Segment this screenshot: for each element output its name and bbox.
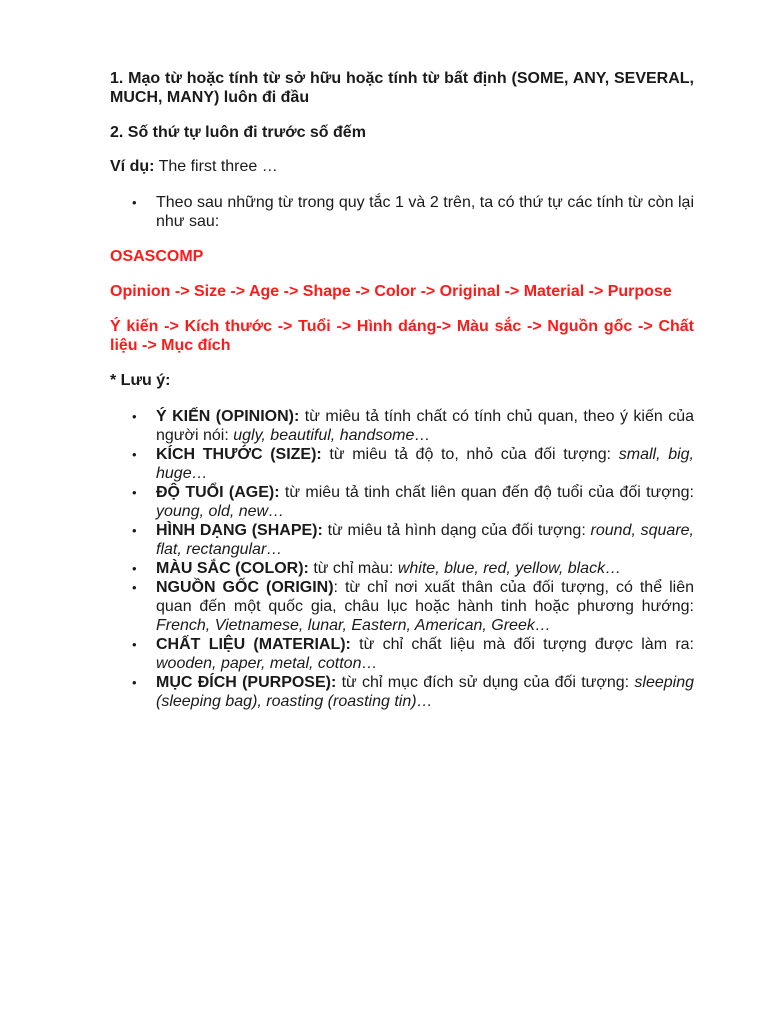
intro-bullet-list	[110, 193, 694, 231]
mnemonic-heading: OSASCOMP	[110, 248, 204, 265]
rule-1-heading: 1. Mạo từ hoặc tính từ sở hữu hoặc tính từ bất định (SOME, ANY, SEVERAL, MUCH, MANY) luôn đi đầu	[110, 70, 694, 106]
item-term: MỤC ĐÍCH (PURPOSE):	[156, 674, 337, 691]
list-item-material	[110, 635, 694, 673]
item-examples: young, old, new…	[156, 503, 285, 520]
list-item-opinion	[110, 407, 694, 445]
item-desc: từ chỉ chất liệu mà đối tượng được làm ra:	[350, 636, 694, 653]
example-label: Ví dụ:	[110, 158, 155, 175]
note-label: * Lưu ý:	[110, 372, 171, 389]
item-desc: từ miêu tả tính chất có tính chủ quan, theo ý kiến của người nói:	[156, 408, 694, 444]
item-desc: từ chỉ mục đích sử dụng của đối tượng:	[336, 674, 635, 691]
item-desc: từ miêu tả hình dạng của đối tượng:	[322, 522, 591, 539]
item-examples: wooden, paper, metal, cotton…	[156, 655, 378, 672]
item-term: MÀU SẮC (COLOR):	[156, 560, 309, 577]
item-examples: round, square, flat, rectangular…	[156, 522, 694, 558]
item-desc: từ chỉ màu:	[308, 560, 398, 577]
item-desc: từ miêu tả độ to, nhỏ của đối tượng:	[321, 446, 619, 463]
item-term: KÍCH THƯỚC (SIZE):	[156, 446, 322, 463]
example-line	[110, 157, 694, 176]
list-item-color	[110, 559, 694, 578]
list-item-origin	[110, 578, 694, 635]
rule-2-heading: 2. Số thứ tự luôn đi trước số đếm	[110, 124, 366, 141]
item-desc: : từ chỉ nơi xuất thân của đối tượng, có thể liên quan đến một quốc gia, châu lục hoặc hành tinh hoặc phương hướng:	[156, 579, 694, 615]
item-term: Ý KIẾN (OPINION):	[156, 408, 300, 425]
item-term: HÌNH DẠNG (SHAPE):	[156, 522, 323, 539]
item-term: CHẤT LIỆU (MATERIAL):	[156, 636, 351, 653]
example-text: The first three …	[154, 158, 278, 175]
item-examples: white, blue, red, yellow, black…	[397, 560, 622, 577]
order-vietnamese: Ý kiến -> Kích thước -> Tuổi -> Hình dáng-> Màu sắc -> Nguồn gốc -> Chất liệu -> Mục đích	[110, 318, 694, 354]
list-item-age	[110, 483, 694, 521]
list-item-size	[110, 445, 694, 483]
item-term: NGUỒN GỐC (ORIGIN)	[156, 579, 334, 596]
order-english: Opinion -> Size -> Age -> Shape -> Color -> Original -> Material -> Purpose	[110, 283, 672, 300]
document-body	[110, 69, 694, 711]
item-examples: French, Vietnamese, lunar, Eastern, American, Greek…	[156, 617, 551, 634]
item-examples: small, big, huge…	[156, 446, 694, 482]
adjective-order-list	[110, 407, 694, 711]
list-item-shape	[110, 521, 694, 559]
list-item-purpose	[110, 673, 694, 711]
item-examples: ugly, beautiful, handsome…	[233, 427, 431, 444]
list-item: • Theo sau những từ trong quy tắc 1 và 2 trên, ta có thứ tự các tính từ còn lại như sau:	[110, 193, 694, 231]
item-term: ĐỘ TUỔI (AGE):	[156, 484, 280, 501]
item-examples: sleeping (sleeping bag), roasting (roasting tin)…	[156, 674, 694, 710]
item-desc: từ miêu tả tinh chất liên quan đến độ tuổi của đối tượng:	[279, 484, 695, 501]
